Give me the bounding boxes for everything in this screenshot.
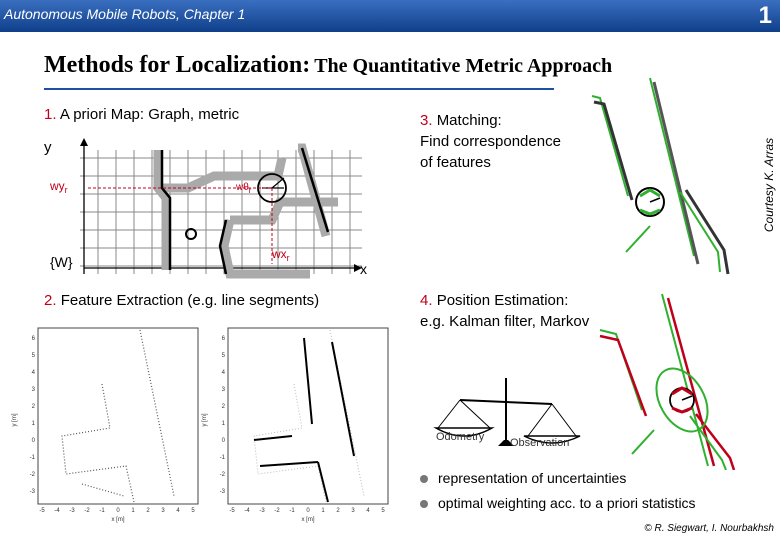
- section-1-text: A priori Map: Graph, metric: [59, 106, 240, 123]
- svg-text:1: 1: [31, 421, 35, 427]
- svg-text:-2: -2: [29, 472, 35, 478]
- svg-text:-5: -5: [39, 508, 45, 514]
- courtesy-credit: Courtesy K. Arras: [762, 137, 776, 233]
- left-y-ticks: [30, 336, 36, 495]
- svg-text:2: 2: [336, 508, 340, 514]
- section-3-line1: Matching:: [436, 112, 502, 129]
- right-x-ticks: [229, 508, 385, 514]
- svg-text:3: 3: [351, 508, 355, 514]
- svg-text:2: 2: [31, 404, 35, 410]
- svg-text:2: 2: [146, 508, 150, 514]
- svg-text:6: 6: [31, 336, 35, 342]
- svg-text:-4: -4: [54, 508, 60, 514]
- slide-number: 1: [758, 2, 772, 29]
- title-underline: [44, 88, 554, 90]
- odometry-label: Odometry: [436, 431, 485, 443]
- wy-label: $wy_r$: [50, 179, 68, 195]
- position-estimation-figure: [596, 290, 746, 470]
- copyright-credit: © R. Siegwart, I. Nourbakhsh: [644, 523, 774, 534]
- svg-text:5: 5: [381, 508, 385, 514]
- svg-text:1: 1: [221, 421, 225, 427]
- svg-text:-4: -4: [244, 508, 250, 514]
- right-y-ticks: [220, 336, 226, 495]
- svg-text:4: 4: [221, 370, 225, 376]
- left-x-label: x [m]: [111, 517, 125, 523]
- bullet-list: [420, 466, 696, 516]
- section-4-heading: [420, 290, 589, 332]
- section-4-number: 4.: [420, 292, 433, 309]
- section-2-number: 2.: [44, 292, 57, 309]
- svg-text:4: 4: [366, 508, 370, 514]
- svg-text:-2: -2: [84, 508, 90, 514]
- svg-text:0: 0: [221, 438, 225, 444]
- bullet-item: optimal weighting acc. to a priori statistics: [420, 491, 696, 516]
- section-3-number: 3.: [420, 112, 433, 129]
- bullet-dot: [420, 500, 428, 508]
- left-x-ticks: [39, 508, 195, 514]
- svg-text:-1: -1: [219, 455, 225, 461]
- svg-text:-3: -3: [259, 508, 265, 514]
- balance-scale-figure: [424, 374, 594, 452]
- svg-text:5: 5: [221, 353, 225, 359]
- svg-text:2: 2: [221, 404, 225, 410]
- svg-text:1: 1: [321, 508, 325, 514]
- world-frame-label: {W}: [50, 254, 73, 270]
- section-2-text: Feature Extraction (e.g. line segments): [60, 292, 320, 309]
- right-y-label: y [m]: [202, 413, 208, 427]
- svg-text:1: 1: [131, 508, 135, 514]
- title-main: Methods for Localization:: [44, 52, 311, 78]
- section-2-heading: [44, 290, 319, 311]
- section-3-line3: of features: [420, 154, 491, 171]
- section-3-heading: [420, 110, 561, 173]
- svg-text:3: 3: [161, 508, 165, 514]
- svg-text:-2: -2: [274, 508, 280, 514]
- svg-text:-1: -1: [99, 508, 105, 514]
- svg-text:-2: -2: [219, 472, 225, 478]
- map-y-label: y: [44, 139, 52, 156]
- svg-text:3: 3: [221, 387, 225, 393]
- left-y-label: y [m]: [12, 413, 18, 427]
- svg-text:0: 0: [31, 438, 35, 444]
- svg-text:4: 4: [176, 508, 180, 514]
- feature-extraction-plots: [2, 316, 400, 526]
- section-4-line1: Position Estimation:: [436, 292, 569, 309]
- wx-label: $wx_r$: [272, 247, 290, 263]
- course-title: Autonomous Mobile Robots, Chapter 1: [4, 6, 246, 22]
- svg-text:-1: -1: [289, 508, 295, 514]
- raw-scan-plot: [38, 328, 198, 504]
- observation-label: Observation: [510, 437, 570, 449]
- bullet-item: representation of uncertainties: [420, 466, 696, 491]
- svg-text:0: 0: [116, 508, 120, 514]
- section-4-line2: e.g. Kalman filter, Markov: [420, 313, 590, 330]
- svg-text:5: 5: [31, 353, 35, 359]
- svg-text:6: 6: [221, 336, 225, 342]
- svg-text:0: 0: [306, 508, 310, 514]
- page-title: [44, 52, 612, 79]
- title-sub: The Quantitative Metric Approach: [314, 55, 613, 77]
- section-1-heading: [44, 104, 239, 125]
- svg-text:-5: -5: [229, 508, 235, 514]
- svg-text:-3: -3: [219, 489, 225, 495]
- section-3-line2: Find correspondence: [420, 133, 561, 150]
- svg-text:-3: -3: [29, 489, 35, 495]
- wtheta-label: $w\theta_r$: [236, 182, 252, 195]
- line-segments-plot: [228, 328, 388, 504]
- svg-text:4: 4: [31, 370, 35, 376]
- header-bar: [0, 0, 780, 32]
- bullet-dot: [420, 475, 428, 483]
- map-x-label: x: [360, 261, 367, 277]
- right-x-label: x [m]: [301, 517, 315, 523]
- metric-map-figure: [40, 128, 390, 280]
- svg-text:-3: -3: [69, 508, 75, 514]
- section-1-number: 1.: [44, 106, 57, 123]
- svg-text:-1: -1: [29, 455, 35, 461]
- matching-figure: [590, 76, 740, 276]
- svg-text:3: 3: [31, 387, 35, 393]
- svg-text:5: 5: [191, 508, 195, 514]
